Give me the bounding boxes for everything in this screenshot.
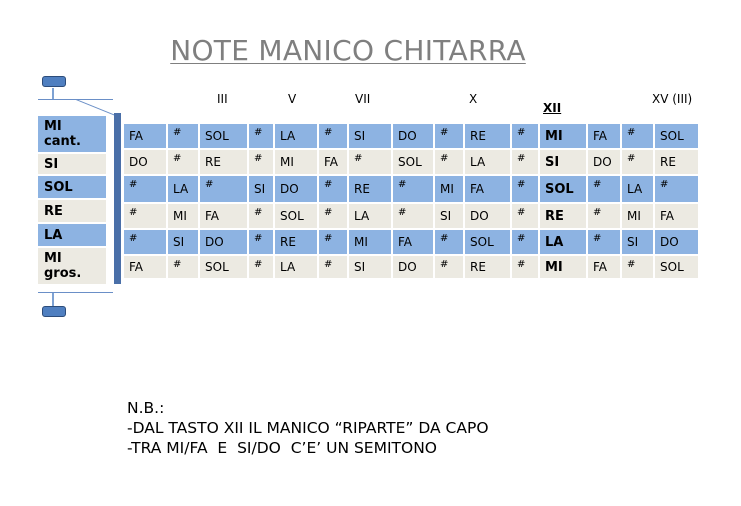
note-cell: SI	[540, 150, 586, 174]
note-cell: RE	[200, 150, 247, 174]
note-cell: LA	[349, 204, 391, 228]
note-cell: LA	[168, 176, 198, 202]
note-cell: SI	[168, 230, 198, 254]
note-cell: DO	[465, 204, 510, 228]
string-label: SI	[38, 154, 106, 176]
grid-row	[124, 256, 700, 278]
note-line: -TRA MI/FA E SI/DO C’E’ UN SEMITONO	[127, 439, 437, 457]
note-cell: #	[319, 256, 347, 278]
string-label: RE	[38, 200, 106, 224]
string-names-column	[38, 116, 106, 286]
fret-marker: XV (III)	[652, 92, 693, 106]
note-cell: #	[588, 204, 620, 228]
note-cell: #	[249, 204, 273, 228]
headstock-line-bottom	[38, 292, 113, 293]
note-cell: SOL	[200, 256, 247, 278]
fret-markers-row	[0, 92, 741, 115]
note-cell: FA	[465, 176, 510, 202]
note-cell: SOL	[655, 256, 698, 278]
note-cell: SI	[622, 230, 653, 254]
note-cell: LA	[622, 176, 653, 202]
note-cell: #	[168, 256, 198, 278]
note-cell: SOL	[200, 124, 247, 148]
note-cell: FA	[319, 150, 347, 174]
string-label: MI gros.	[38, 248, 106, 286]
guitar-nut	[114, 113, 121, 284]
note-cell: #	[512, 124, 538, 148]
note-line: -DAL TASTO XII IL MANICO “RIPARTE” DA CAPO	[127, 419, 489, 437]
grid-row	[124, 230, 700, 254]
note-cell: #	[435, 256, 463, 278]
note-cell: RE	[465, 124, 510, 148]
note-cell: #	[655, 176, 698, 202]
note-cell: DO	[393, 256, 433, 278]
note-cell: #	[249, 150, 273, 174]
note-cell: LA	[275, 256, 317, 278]
note-cell: #	[349, 150, 391, 174]
note-cell: #	[622, 124, 653, 148]
note-cell: FA	[655, 204, 698, 228]
note-cell: #	[249, 124, 273, 148]
note-cell: DO	[124, 150, 166, 174]
note-cell: #	[124, 176, 166, 202]
note-cell: FA	[588, 256, 620, 278]
note-cell: #	[512, 176, 538, 202]
note-cell: SOL	[540, 176, 586, 202]
note-cell: #	[622, 150, 653, 174]
note-cell: #	[124, 204, 166, 228]
note-cell: SOL	[465, 230, 510, 254]
note-line: N.B.:	[127, 399, 165, 417]
fret-marker: VII	[355, 92, 371, 106]
note-cell: MI	[168, 204, 198, 228]
tuning-peg-top-icon	[42, 76, 66, 87]
note-cell: DO	[393, 124, 433, 148]
notes-block	[127, 398, 489, 458]
note-cell: FA	[124, 124, 166, 148]
note-cell: #	[319, 124, 347, 148]
note-cell: SI	[349, 124, 391, 148]
note-cell: DO	[588, 150, 620, 174]
note-cell: DO	[275, 176, 317, 202]
note-cell: #	[168, 124, 198, 148]
grid-row	[124, 176, 700, 202]
note-cell: MI	[540, 124, 586, 148]
note-cell: RE	[275, 230, 317, 254]
note-cell: #	[319, 176, 347, 202]
string-label: SOL	[38, 176, 106, 200]
note-cell: LA	[275, 124, 317, 148]
string-label: MI cant.	[38, 116, 106, 154]
note-cell: #	[249, 230, 273, 254]
note-cell: MI	[435, 176, 463, 202]
note-cell: SI	[249, 176, 273, 202]
note-cell: #	[588, 176, 620, 202]
note-cell: DO	[200, 230, 247, 254]
note-cell: #	[249, 256, 273, 278]
note-cell: MI	[275, 150, 317, 174]
note-cell: LA	[465, 150, 510, 174]
note-cell: SOL	[655, 124, 698, 148]
fret-marker: XII	[543, 101, 562, 115]
note-cell: SOL	[393, 150, 433, 174]
note-cell: #	[168, 150, 198, 174]
note-cell: #	[512, 256, 538, 278]
note-cell: #	[435, 124, 463, 148]
note-cell: MI	[349, 230, 391, 254]
fret-marker: V	[288, 92, 297, 106]
note-cell: RE	[540, 204, 586, 228]
note-cell: MI	[622, 204, 653, 228]
note-cell: #	[393, 176, 433, 202]
note-cell: #	[435, 230, 463, 254]
fret-marker: III	[217, 92, 228, 106]
note-cell: RE	[349, 176, 391, 202]
page-title: NOTE MANICO CHITARRA	[170, 34, 526, 67]
note-cell: FA	[393, 230, 433, 254]
note-cell: #	[124, 230, 166, 254]
note-cell: FA	[200, 204, 247, 228]
note-cell: #	[588, 230, 620, 254]
note-cell: LA	[540, 230, 586, 254]
note-cell: DO	[655, 230, 698, 254]
peg-stem-bottom	[52, 293, 54, 307]
grid-row	[124, 150, 700, 174]
note-cell: FA	[124, 256, 166, 278]
note-cell: FA	[588, 124, 620, 148]
note-cell: SOL	[275, 204, 317, 228]
note-cell: SI	[435, 204, 463, 228]
note-cell: #	[393, 204, 433, 228]
string-label: LA	[38, 224, 106, 248]
note-cell: SI	[349, 256, 391, 278]
note-cell: #	[435, 150, 463, 174]
fret-marker: X	[469, 92, 478, 106]
note-cell: #	[319, 230, 347, 254]
note-cell: MI	[540, 256, 586, 278]
note-cell: #	[200, 176, 247, 202]
note-cell: #	[319, 204, 347, 228]
fretboard-notes-grid	[124, 124, 700, 280]
tuning-peg-bottom-icon	[42, 306, 66, 317]
grid-row	[124, 204, 700, 228]
grid-row	[124, 124, 700, 148]
note-cell: #	[512, 150, 538, 174]
note-cell: #	[512, 204, 538, 228]
note-cell: #	[512, 230, 538, 254]
note-cell: RE	[655, 150, 698, 174]
note-cell: RE	[465, 256, 510, 278]
note-cell: #	[622, 256, 653, 278]
